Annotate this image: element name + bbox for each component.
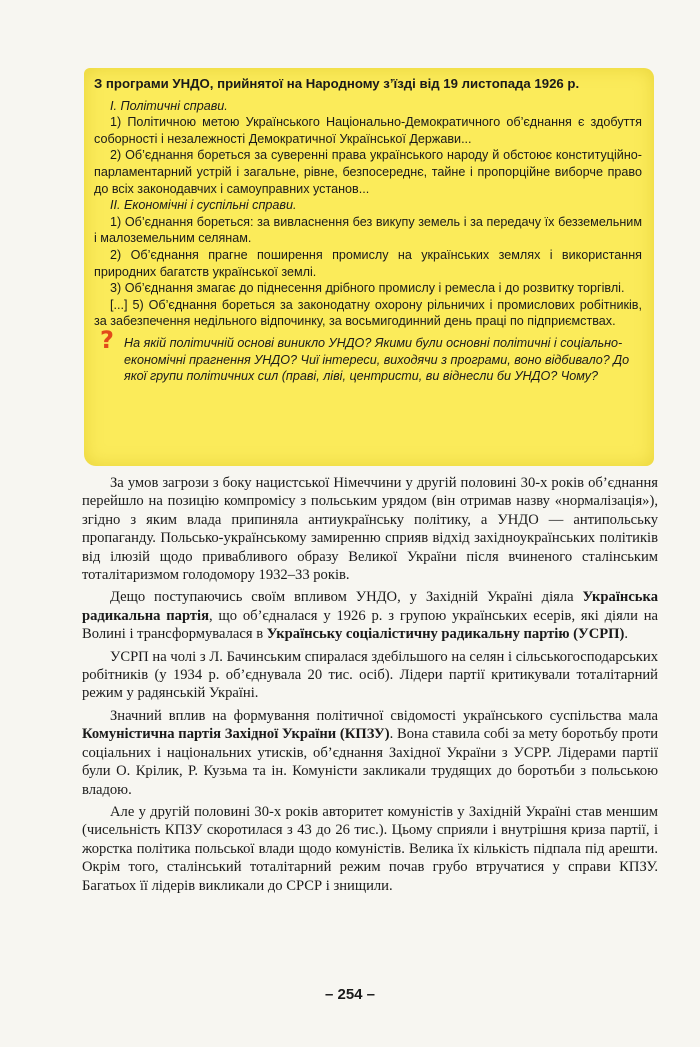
paragraph: Але у другій половині 30-х років авторитет комуністів у Західній Україні став меншим (чисельність КПЗУ скоротилася з 43 до 26 тис.). Цьому сприяли і внутрішня криза партії, і жорстка політика польської влади щодо комуністів. Велика їх кількість підпала під арешти. Окрім того, сталінський тоталітарний режим почав грубо втручатися у справи КПЗУ. Багатьох її лідерів викликали до СРСР і знищили. bbox=[82, 803, 658, 894]
program-title: З програми УНДО, прийнятої на Народному з’їзді від 19 листопада 1926 р. bbox=[94, 76, 580, 91]
main-text bbox=[82, 474, 658, 899]
paragraph bbox=[82, 707, 658, 799]
program-point: 2) Об’єднання прагне поширення промислу на українських землях і використання природних багатств української землі. bbox=[94, 247, 642, 279]
page-number: – 254 – bbox=[324, 986, 376, 1003]
text-span: . bbox=[624, 626, 629, 643]
paragraph: УСРП на чолі з Л. Бачинським спиралася здебільшого на селян і сільськогосподарських робітників (у 1934 р. об’єднувала 20 тис. осіб). Лідери партії критикували тоталітарний режим у радянській Україні. bbox=[82, 648, 658, 702]
program-point: 1) Об’єднання бореться: за вивласнення без викупу земель і за передачу їх безземельним і малоземельним селянам. bbox=[94, 214, 642, 246]
paragraph bbox=[82, 588, 658, 643]
text-span: Значний вплив на формування політичної свідомості українського суспільства мала bbox=[110, 707, 658, 724]
program-excerpt-box bbox=[84, 68, 654, 466]
question-text: На якій політичній основі виникло УНДО? Якими були основні політичні і соціально-економічні прагнення УНДО? Чиї інтереси, виходячи з програми, воно відбивало? До якої групи політичних сил (праві, ліві, центристи, ви віднесли би УНДО? Чому? bbox=[124, 335, 630, 384]
text-span: , що об’єдналася у 1926 р. з групою українських есерів, які діяли на Волині і трансформувалася в bbox=[82, 607, 659, 643]
question-block bbox=[94, 325, 642, 385]
program-point: 1) Політичною метою Українського Національно-Демократичного об’єднання є здобуття соборності і незалежності Демократичної Української Держави... bbox=[94, 115, 642, 146]
program-point: 2) Об’єднання бореться за суверенні права українського народу й обстоює конституційно-парламентарний устрій і загальне, рівне, безпосереднє, тайне і пропорційне виборче право до всіх законодавчих і самоуправних установ... bbox=[94, 148, 642, 196]
paragraph: За умов загрози з боку нацистської Німеччини у другій половині 30-х років об’єднання перейшло на позицію компромісу з польським урядом (він отримав назву «нормалізація»), згідно з яким влада припиняла антиукраїнську політику, а УНДО — антипольську пропаганду. Польсько-українському замиренню сприяв відхід західноукраїнських політиків від ілюзій щодо привабливого образу Великої України після вчиненого сталінським тоталітаризмом голодомору 1932–33 років. bbox=[82, 475, 658, 584]
section-economic: II. Економічні і суспільні справи. bbox=[110, 198, 297, 213]
term-kpzu: Комуністична партія Західної України (КПЗУ) bbox=[82, 726, 390, 743]
term-urp: Українська радикальна партія bbox=[82, 589, 658, 624]
text-span: . Вона ставила собі за мету боротьбу проти соціальних і національних утисків, об’єднання Західної України з УСРР. Лідерами партії були О. Крілик, Р. Кузьма та ін. Комуністи закликали трудящих до боротьби з польською владою. bbox=[82, 726, 659, 798]
term-usrp: Українську соціалістичну радикальну партію (УСРП) bbox=[266, 626, 625, 643]
program-point: [...] 5) Об’єднання бореться за законодатну охорону рільничих і промислових робітників, за забезпечення недільного відпочинку, за восьмигодинний день праці по підприємствах. bbox=[94, 297, 642, 329]
program-point: 3) Об’єднання змагає до піднесення дрібного промислу і ремесла і до розвитку торгівлі. bbox=[110, 281, 625, 296]
text-span: Дещо поступаючись своїм впливом УНДО, у Західній Україні діяла bbox=[110, 589, 583, 606]
question-mark-icon: ? bbox=[100, 325, 114, 354]
section-political: I. Політичні справи. bbox=[110, 98, 228, 113]
